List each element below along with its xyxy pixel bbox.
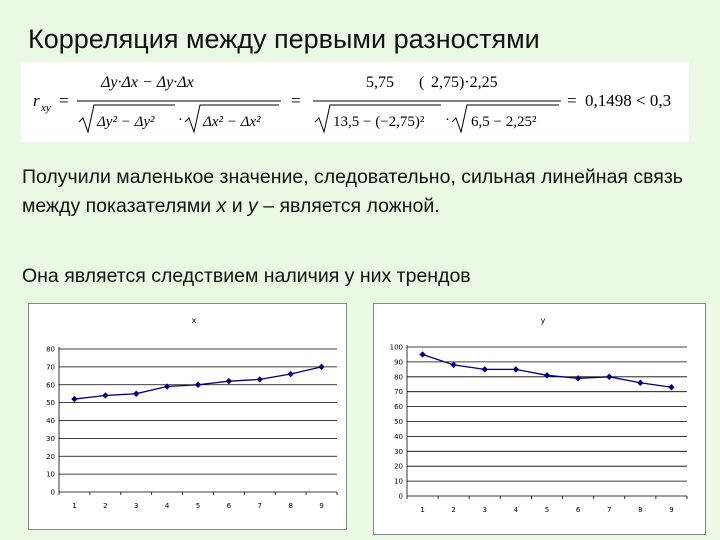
- formula-sym-den-a: Δy² − Δy²: [97, 114, 155, 130]
- data-point: [257, 376, 263, 382]
- y-tick-label: 0: [398, 492, 403, 501]
- data-point: [637, 380, 643, 386]
- data-point: [318, 364, 324, 370]
- y-tick-label: 100: [389, 343, 403, 352]
- y-tick-label: 10: [46, 470, 55, 479]
- chart-title: y: [540, 316, 546, 325]
- data-point: [482, 366, 488, 372]
- var-x: x: [216, 195, 227, 217]
- formula-eq1: =: [59, 91, 69, 110]
- chart-y: [374, 304, 705, 534]
- x-tick-label: 5: [195, 502, 201, 510]
- conclusion-text-1: Получили маленькое значение, следовательно, сильная линейная связь между показателями: [22, 166, 683, 217]
- correlation-formula: [21, 62, 689, 142]
- formula-eq3: =: [567, 91, 577, 110]
- y-tick-label: 30: [46, 434, 55, 443]
- x-tick-label: 7: [257, 502, 263, 510]
- chart-title: x: [191, 316, 197, 325]
- conclusion-text-2: – является ложной.: [257, 195, 440, 217]
- y-tick-label: 70: [46, 363, 55, 372]
- y-tick-label: 80: [394, 373, 403, 382]
- series-line: [423, 354, 672, 387]
- var-y: y: [248, 195, 258, 217]
- x-tick-label: 3: [482, 506, 488, 514]
- data-point: [513, 366, 519, 372]
- x-tick-label: 9: [669, 506, 674, 514]
- y-tick-label: 70: [394, 388, 403, 397]
- y-tick-label: 80: [46, 345, 55, 354]
- data-point: [450, 362, 456, 368]
- data-point: [226, 378, 232, 384]
- data-point: [419, 351, 425, 357]
- x-tick-label: 6: [575, 506, 581, 514]
- x-tick-label: 8: [288, 502, 293, 510]
- data-point: [287, 371, 293, 377]
- and-word: и: [226, 195, 249, 217]
- formula-num-dot: ·: [445, 112, 450, 128]
- y-tick-label: 60: [394, 403, 403, 412]
- y-tick-label: 50: [394, 418, 403, 426]
- formula-num-val-a: 5,75: [366, 74, 394, 91]
- data-point: [668, 384, 674, 390]
- x-tick-label: 2: [451, 506, 456, 514]
- x-tick-label: 2: [103, 502, 108, 510]
- data-point: [575, 375, 581, 381]
- chart-x: [29, 304, 346, 529]
- formula-sym-den-b: Δx² − Δx²: [203, 114, 261, 130]
- y-tick-label: 40: [394, 432, 403, 441]
- x-tick-label: 6: [226, 502, 232, 510]
- x-tick-label: 4: [164, 502, 170, 510]
- formula-panel: [21, 62, 689, 142]
- formula-sym-numerator: Δy·Δx − Δy·Δx: [101, 74, 194, 91]
- chart-y-panel: [373, 303, 706, 535]
- formula-eq2: =: [291, 91, 301, 110]
- x-tick-label: 3: [133, 502, 139, 510]
- x-tick-label: 9: [319, 502, 324, 510]
- data-point: [102, 392, 108, 398]
- x-tick-label: 1: [420, 506, 425, 514]
- slide-title: Корреляция между первыми разностями: [28, 24, 540, 54]
- conclusion-paragraph: [22, 163, 702, 221]
- y-tick-label: 20: [46, 452, 55, 461]
- y-tick-label: 20: [394, 462, 403, 471]
- formula-num-paren: (: [419, 74, 425, 91]
- x-tick-label: 4: [513, 506, 519, 514]
- formula-den-val-a: 13,5 − (−2,75)²: [333, 114, 425, 130]
- formula-num-val-b: 2,75)·2,25: [431, 74, 498, 91]
- data-point: [133, 390, 139, 396]
- formula-result: 0,1498 < 0,3: [585, 91, 672, 110]
- y-tick-label: 50: [46, 399, 55, 408]
- formula-lhs: r: [33, 91, 40, 110]
- y-tick-label: 40: [46, 417, 55, 425]
- y-tick-label: 30: [394, 447, 403, 456]
- x-tick-label: 7: [606, 506, 612, 514]
- formula-den-val-b: 6,5 − 2,25²: [471, 114, 537, 130]
- data-point: [606, 374, 612, 380]
- data-point: [544, 372, 550, 378]
- x-tick-label: 5: [544, 506, 550, 514]
- data-point: [71, 396, 77, 402]
- trend-paragraph: Она является следствием наличия у них трендов: [22, 265, 471, 287]
- y-tick-label: 0: [50, 488, 55, 497]
- formula-sym-dot: ·: [178, 112, 183, 128]
- x-tick-label: 8: [638, 506, 643, 514]
- y-tick-label: 10: [394, 477, 403, 486]
- formula-lhs-sub: xy: [41, 102, 51, 114]
- data-point: [195, 382, 201, 388]
- x-tick-label: 1: [72, 502, 77, 510]
- y-tick-label: 60: [46, 381, 55, 390]
- chart-x-panel: [28, 303, 347, 530]
- data-point: [164, 383, 170, 389]
- y-tick-label: 90: [394, 358, 403, 367]
